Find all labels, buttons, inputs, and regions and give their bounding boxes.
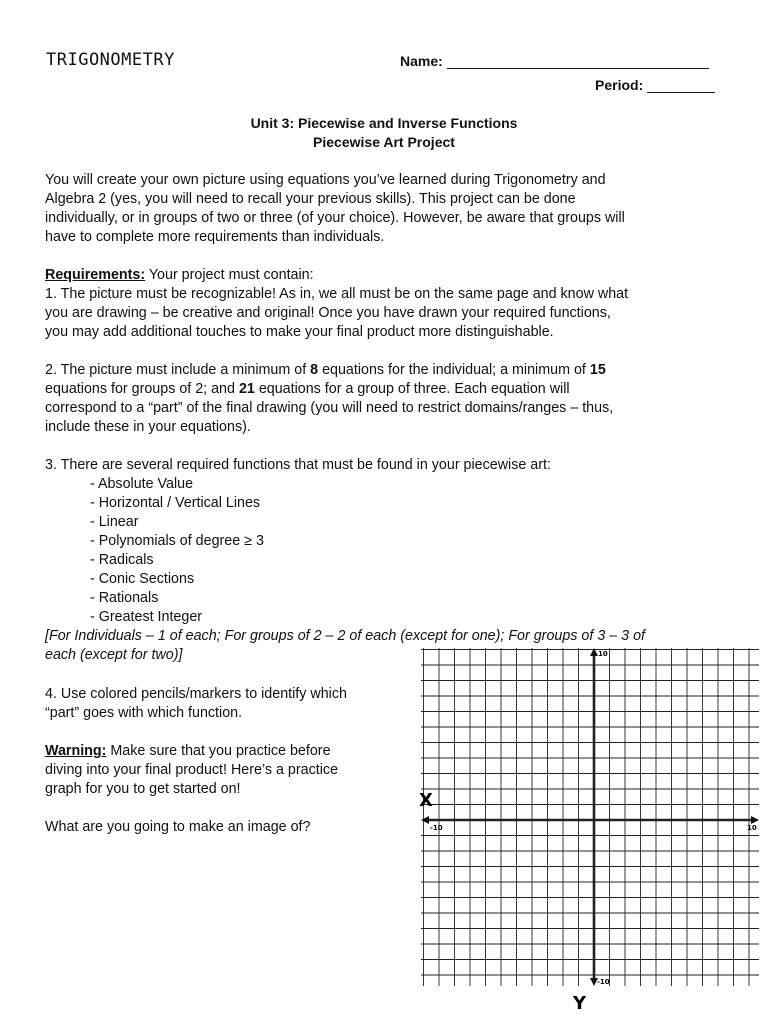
list-item: - Horizontal / Vertical Lines — [90, 495, 261, 511]
period-field[interactable] — [595, 77, 715, 93]
y-tick-max: 10 — [598, 650, 608, 658]
note-line: each (except for two)] — [45, 647, 183, 663]
name-label: Name: — [400, 53, 443, 69]
x-tick-min: -10 — [430, 824, 443, 832]
warning-label: Warning: — [45, 743, 107, 759]
list-item: - Rationals — [90, 590, 159, 606]
list-item: - Greatest Integer — [90, 609, 203, 625]
requirements-section — [45, 266, 725, 342]
intro-line: Algebra 2 (yes, you will need to recall your previous skills). This project can be done — [45, 191, 576, 207]
period-label: Period: — [595, 77, 644, 93]
function-list — [90, 475, 264, 627]
question-text: What are you going to make an image of? — [45, 819, 311, 835]
warning-line: diving into your final product! Here’s a practice — [45, 762, 338, 778]
item2-paragraph — [45, 361, 725, 437]
grid-lines — [421, 648, 759, 986]
individual-min: 8 — [310, 362, 319, 378]
intro-line: You will create your own picture using equations you’ve learned during Trigonometry and — [45, 172, 606, 188]
warning-paragraph: Warning: Make sure that you practice before diving into your final product! Here’s a practice graph for you to get started on! — [45, 742, 405, 799]
item1-line: 1. The picture must be recognizable! As in, we all must be on the same page and know what — [45, 286, 629, 302]
x-axis-right-arrow — [751, 816, 759, 824]
x-axis-label: X — [419, 790, 433, 811]
unit-title: Unit 3: Piecewise and Inverse Functions — [250, 115, 518, 131]
warning-line: graph for you to get started on! — [45, 781, 241, 797]
item1-line: you may add additional touches to make your final product more distinguishable. — [45, 324, 554, 340]
practice-graph[interactable] — [421, 646, 761, 1016]
name-blank-line[interactable] — [447, 54, 709, 69]
list-item: - Polynomials of degree ≥ 3 — [90, 533, 264, 549]
item1-line: you are drawing – be creative and original! Once you have drawn your required functions, — [45, 305, 611, 321]
x-tick-max: 10 — [747, 824, 757, 832]
list-item: - Linear — [90, 514, 139, 530]
group2-min: 15 — [589, 362, 606, 378]
intro-line: individually, or in groups of two or three (of your choice). However, be aware that groups will — [45, 210, 625, 226]
item2-line3: correspond to a “part” of the final drawing (you will need to restrict domains/ranges – thus, — [45, 400, 614, 416]
requirements-lead: Your project must contain: — [145, 267, 314, 283]
note-line: [For Individuals – 1 of each; For groups of 2 – 2 of each (except for one); For groups of 3 – 3 of — [45, 628, 646, 644]
list-item: - Absolute Value — [90, 476, 194, 492]
requirements-label: Requirements: — [45, 267, 146, 283]
item2-line4: include these in your equations). — [45, 419, 251, 435]
item4-line: “part” goes with which function. — [45, 705, 243, 721]
item4-paragraph — [45, 685, 405, 723]
period-blank-line[interactable] — [647, 78, 715, 93]
subject-title: TRIGONOMETRY — [46, 50, 175, 70]
group3-min: 21 — [238, 381, 255, 397]
y-axis-label: Y — [573, 993, 587, 1014]
axes — [421, 648, 759, 986]
list-item: - Radicals — [90, 552, 154, 568]
item3-line: 3. There are several required functions that must be found in your piecewise art: — [45, 457, 551, 473]
item4-line: 4. Use colored pencils/markers to identify which — [45, 686, 347, 702]
item2-line2: equations for groups of 2; and 21 equations for a group of three. Each equation will — [45, 381, 570, 397]
intro-paragraph — [45, 171, 725, 247]
project-title: Piecewise Art Project — [313, 134, 455, 150]
requirements-heading — [45, 266, 725, 285]
list-item: - Conic Sections — [90, 571, 195, 587]
x-axis-left-arrow — [421, 816, 429, 824]
item2-line1: 2. The picture must include a minimum of 8 equations for the individual; a minimum of 15 — [45, 362, 606, 378]
intro-line: have to complete more requirements than individuals. — [45, 229, 385, 245]
y-tick-min: -10 — [597, 978, 610, 986]
name-field[interactable] — [400, 53, 709, 69]
